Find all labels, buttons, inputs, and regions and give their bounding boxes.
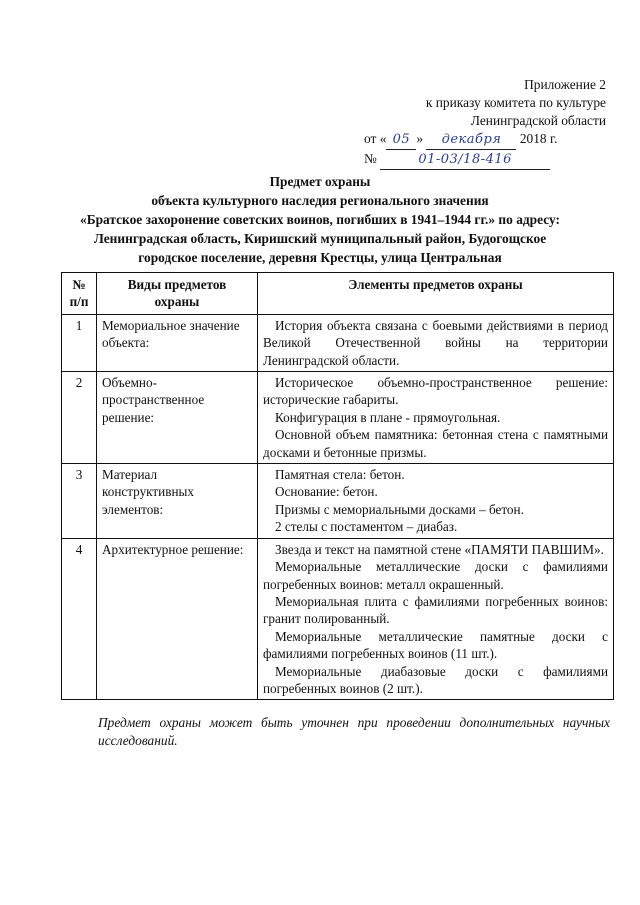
title-line-3: «Братское захоронение советских воинов, погибших в 1941–1944 гг.» по адресу: [80,212,560,227]
element-line: Основание: бетон. [275,484,378,500]
table-row [62,464,614,539]
element-line: Мемориальная плита с фамилиями погребенных воинов: гранит полированный. [263,593,608,627]
annex-committee: Ленинградской области [470,113,606,128]
title-line-4: Ленинградская область, Киришский муниципальный район, Будогощское [93,231,547,246]
row-num: 4 [62,538,97,700]
element-line: Конфигурация в плане - прямоугольная. [275,409,501,425]
header-kind [97,273,258,315]
header-elements: Элементы предметов охраны [258,273,614,315]
element-line: Памятная стела: бетон. [275,467,405,483]
row-kind: Объемно-пространственное решение: [97,372,258,464]
table-row [62,314,614,371]
table-header-row [62,273,614,315]
element-line: Звезда и текст на памятной стене «ПАМЯТИ ПАВШИМ». [275,541,604,557]
element-line: Мемориальные диабазовые доски с фамилиями погребенных воинов (2 шт.). [263,663,608,696]
element-line: 2 стелы с постаментом – диабаз. [275,519,458,535]
row-num: 2 [62,372,97,464]
row-elements [258,314,614,371]
table-row [62,538,614,700]
element-line: Мемориальные металлические доски с фамилиями погребенных воинов: металл окрашенный. [263,559,608,592]
annex-order-ref: к приказу комитета по культуре [425,95,606,110]
number-prefix: № [364,151,377,166]
header-kind-line2: охраны [154,294,200,310]
row-elements [258,464,614,539]
annex-block [346,76,606,170]
row-kind: Материал конструктивных элементов: [97,464,258,539]
header-num-line1: № [72,277,86,292]
date-prefix: от « [364,131,387,146]
annex-number [346,150,606,170]
date-mid: » [416,131,424,146]
annex-title: Приложение 2 [524,77,606,92]
row-num: 1 [62,314,97,371]
title-line-2: объекта культурного наследия регионального значения [151,193,489,208]
element-line: Призмы с мемориальными досками – бетон. [275,501,524,517]
row-elements [258,538,614,700]
row-elements [258,372,614,464]
date-month: декабря [426,131,516,150]
document-title [40,172,600,267]
header-num-line2: п/п [69,294,89,310]
number-value: 01-03/18-416 [380,151,550,170]
protection-table [61,272,614,700]
table-row [62,372,614,464]
element-line: Основной объем памятника: бетонная стена с памятными досками и бетонные призмы. [263,427,608,460]
row-kind: Мемориальное значение объекта: [97,314,258,371]
date-day: 05 [386,131,416,150]
element-line: Историческое объемно-пространственное решение: исторические габариты. [263,375,608,408]
closing-note: Предмет охраны может быть уточнен при проведении дополнительных научных исследований. [98,715,610,748]
header-num [62,273,97,315]
element-line: Мемориальные металлические памятные доски с фамилиями погребенных воинов (11 шт.). [263,628,608,662]
title-line-1: Предмет охраны [269,174,371,189]
annex-date [346,130,606,150]
date-year: 2018 г. [519,131,558,146]
row-kind: Архитектурное решение: [97,538,258,700]
header-kind-line1: Виды предметов [127,277,227,292]
title-line-5: городское поселение, деревня Крестцы, улица Центральная [138,250,502,265]
row-num: 3 [62,464,97,539]
element-line: История объекта связана с боевыми действиями в период Великой Отечественной войны на территории Ленинградской области. [263,317,608,368]
